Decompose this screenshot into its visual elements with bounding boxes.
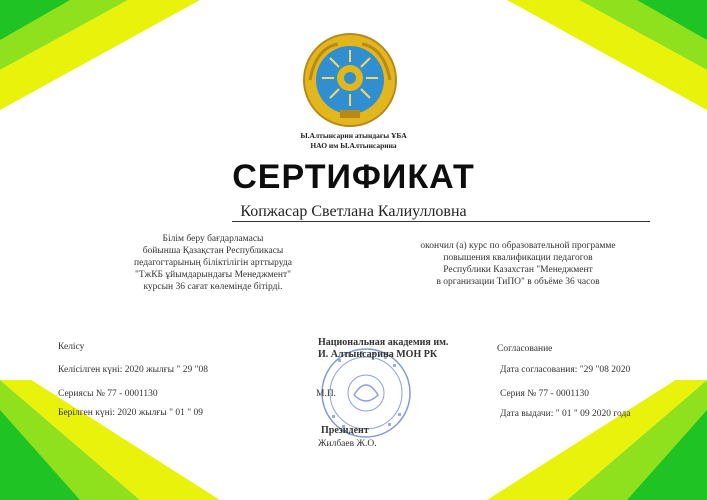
agreement-heading-kz: Келісу bbox=[58, 342, 85, 352]
organization-name-ru: НАО им Ы.Алтынсарина bbox=[310, 141, 397, 150]
issue-date-ru: Дата выдачи: " 01 " 09 2020 года bbox=[500, 409, 631, 419]
agreement-heading-ru: Согласование bbox=[497, 344, 553, 354]
academy-name-line2: И. Алтынсарина МОН РК bbox=[318, 349, 438, 360]
academy-name-line1: Национальная академия им. bbox=[318, 337, 449, 348]
president-label: Президент bbox=[321, 425, 369, 436]
series-number-ru: Серия № 77 - 0001130 bbox=[500, 389, 589, 399]
body-ru-line: повышения квалификации педагогов bbox=[443, 253, 593, 263]
body-kz-line: "ТжКБ ұйымдарындағы Менеджмент" bbox=[134, 270, 292, 280]
body-kz-line: педагогтарының біліктілігін арттыруда bbox=[134, 258, 292, 268]
agreed-date-kz: Келісілген күні: 2020 жылғы " 29 "08 bbox=[58, 365, 208, 375]
body-ru-line: Республики Казахстан "Менеджмент bbox=[443, 265, 593, 275]
corner-decoration-top-left bbox=[0, 0, 200, 110]
issue-date-kz: Берілген күні: 2020 жылғы " 01 " 09 bbox=[58, 408, 203, 418]
body-ru-line: в организации ТиПО" в объёме 36 часов bbox=[436, 277, 600, 287]
series-number-kz: Сериясы № 77 - 0001130 bbox=[58, 389, 158, 399]
recipient-name: Копжасар Светлана Калиулловна bbox=[240, 203, 467, 220]
seal-place-label: М.П. bbox=[316, 389, 337, 399]
body-kz-line: бойынша Қазақстан Республикасы bbox=[142, 246, 284, 256]
body-ru-line: окончил (а) курс по образовательной программе bbox=[420, 241, 616, 251]
body-text-kz bbox=[88, 233, 338, 293]
agreed-date-ru: Дата согласования: "29 "08 2020 bbox=[500, 365, 631, 375]
organization-name-kz: Ы.Алтынсарин атындағы ҰБА bbox=[300, 131, 407, 140]
certificate-title: СЕРТИФИКАТ bbox=[232, 158, 475, 196]
body-kz-line: Білім беру бағдарламасы bbox=[162, 234, 264, 244]
corner-decoration-top-right bbox=[507, 0, 707, 110]
state-emblem-icon bbox=[300, 30, 400, 130]
president-name: Жилбаев Ж.О. bbox=[318, 439, 377, 449]
recipient-underline bbox=[232, 221, 650, 222]
body-kz-line: курсын 36 сағат көлемінде бітірді. bbox=[143, 282, 283, 292]
body-text-ru bbox=[393, 240, 643, 288]
